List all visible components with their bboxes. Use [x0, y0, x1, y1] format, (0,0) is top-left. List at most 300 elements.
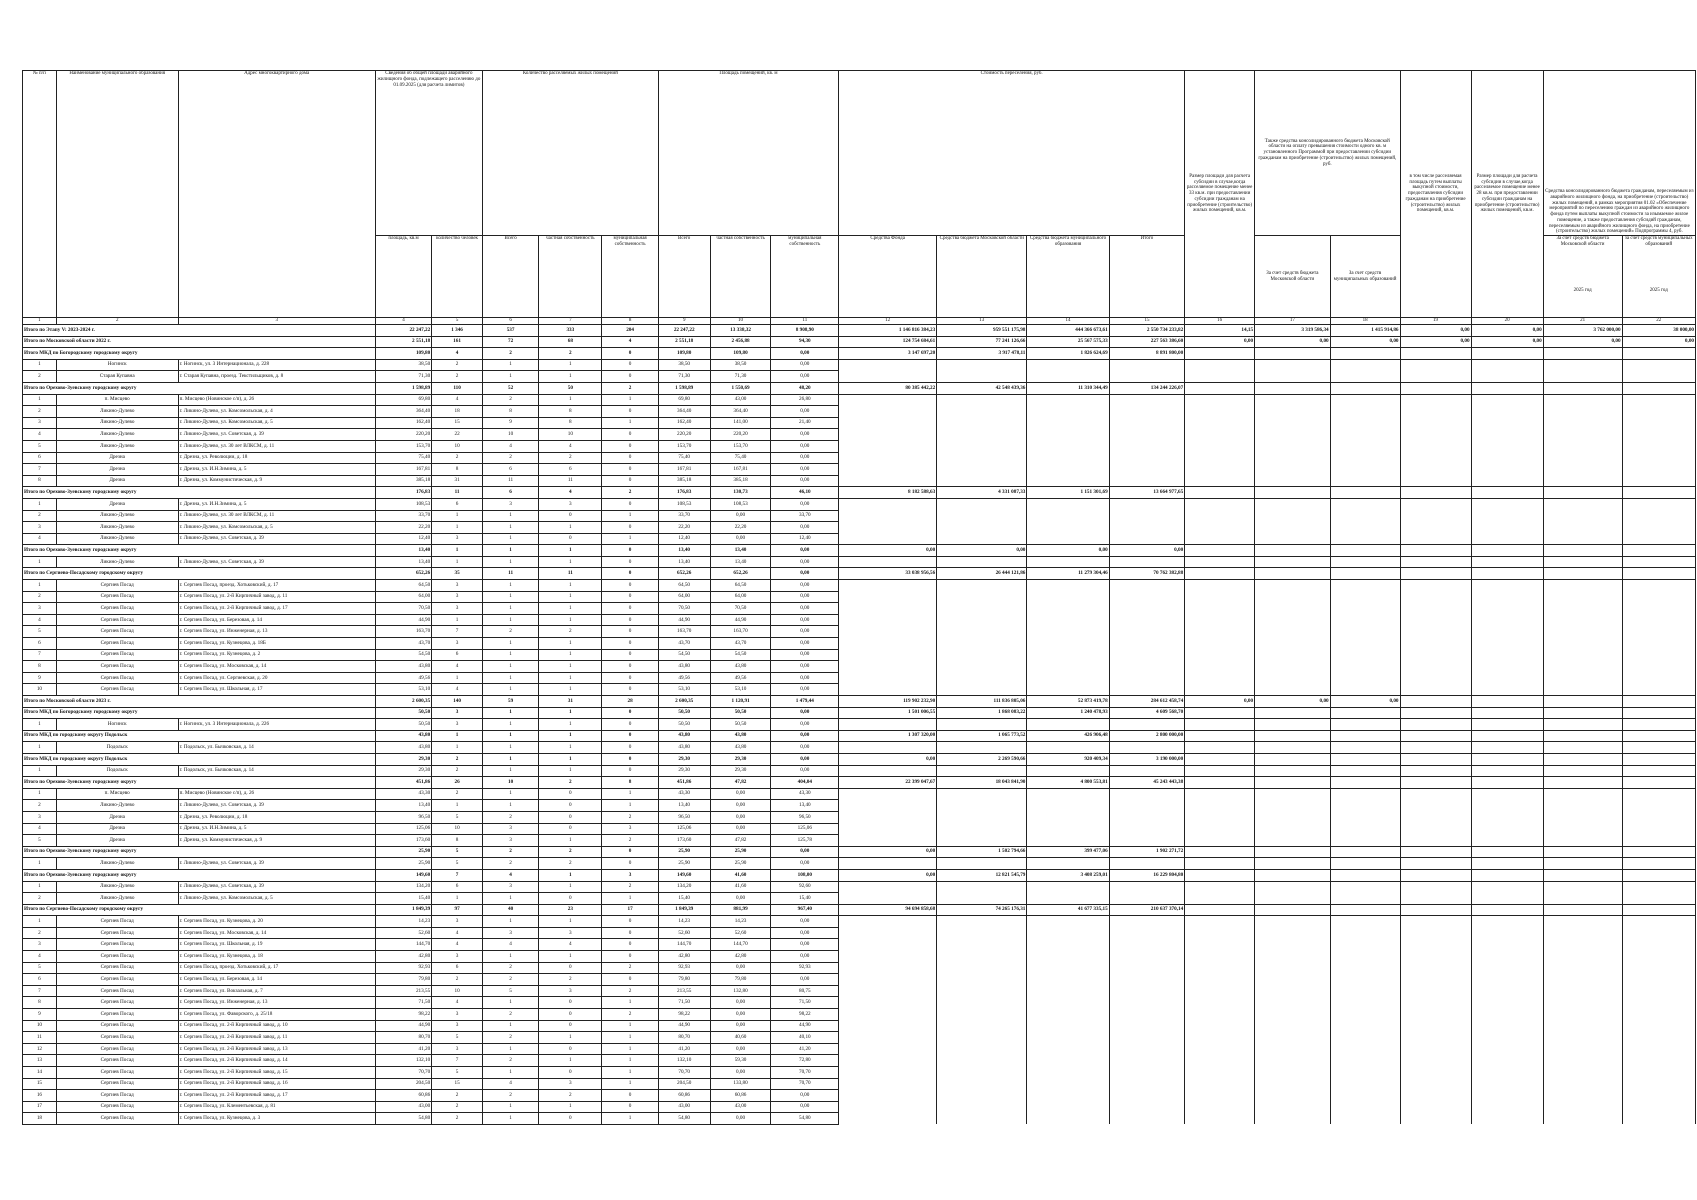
row-number: 4: [23, 533, 57, 545]
cell-empty: [1255, 684, 1331, 696]
cell-value: 0,00: [710, 1113, 771, 1125]
cell-value: 0: [539, 1067, 602, 1079]
cell-empty: [839, 1020, 937, 1032]
cell-value: 43,30: [375, 788, 431, 800]
cell-empty: [1330, 1067, 1400, 1079]
cell-value: 0,00: [771, 672, 839, 684]
cell-empty: [1330, 359, 1400, 371]
cell-empty: [1543, 893, 1622, 905]
cell-empty: [1255, 730, 1331, 742]
cell-empty: [1330, 811, 1400, 823]
cell-value: 0,00: [839, 545, 937, 557]
column-index: 2: [56, 318, 178, 325]
cell-empty: [1543, 580, 1622, 592]
cell-value: 0: [539, 893, 602, 905]
cell-empty: [1330, 730, 1400, 742]
table-row: [23, 626, 1696, 638]
row-number: 2: [23, 406, 57, 418]
cell-value: 11 310 344,49: [1027, 382, 1109, 394]
cell-empty: [1543, 498, 1622, 510]
cell-value: 33,70: [658, 510, 710, 522]
cell-empty: [937, 498, 1027, 510]
cell-empty: [1109, 997, 1185, 1009]
cell-value: 134,20: [375, 881, 431, 893]
cell-empty: [1543, 835, 1622, 847]
cell-value: 0,00: [771, 440, 839, 452]
cell-value: 33,70: [771, 510, 839, 522]
cell-empty: [1622, 440, 1695, 452]
cell-value: 8 182 588,63: [839, 487, 937, 499]
cell-value: 0,00: [1471, 336, 1543, 348]
row-address: г. Ликино-Дулево, ул. Советская, д. 39: [178, 858, 375, 870]
row-number: 6: [23, 638, 57, 650]
cell-value: 80,70: [658, 1032, 710, 1044]
cell-value: 2 551,18: [375, 336, 431, 348]
cell-empty: [937, 765, 1027, 777]
subtotal-label: Итого по Орехово-Зуевскому городскому округу: [23, 382, 376, 394]
cell-empty: [1185, 997, 1255, 1009]
cell-empty: [1027, 440, 1109, 452]
cell-empty: [937, 626, 1027, 638]
subtotal-row: [23, 777, 1696, 789]
row-address: г. Сергиев Посад, ул. 2-й Кирпичный завод, д. 10: [178, 1020, 375, 1032]
cell-value: 153,70: [375, 440, 431, 452]
cell-empty: [937, 1090, 1027, 1102]
cell-empty: [1330, 452, 1400, 464]
cell-value: 52,60: [375, 927, 431, 939]
cell-empty: [1255, 406, 1331, 418]
cell-value: 1: [482, 359, 538, 371]
cell-value: 44,90: [375, 1020, 431, 1032]
cell-empty: [1255, 893, 1331, 905]
cell-value: 134 244 226,07: [1109, 382, 1185, 394]
cell-empty: [1185, 626, 1255, 638]
header-col22-year: 2025 год: [1649, 287, 1668, 293]
table-row: [23, 614, 1696, 626]
cell-value: 53,10: [658, 684, 710, 696]
cell-empty: [839, 464, 937, 476]
row-number: 2: [23, 371, 57, 383]
header-col21: [1543, 236, 1622, 318]
cell-value: 43,80: [375, 661, 431, 673]
cell-value: 25,90: [658, 858, 710, 870]
cell-empty: [1400, 649, 1471, 661]
cell-value: 2 550 734 233,82: [1109, 325, 1185, 337]
cell-empty: [1622, 916, 1695, 928]
cell-empty: [1471, 951, 1543, 963]
cell-empty: [1255, 475, 1331, 487]
cell-value: 1: [539, 765, 602, 777]
cell-value: 1: [539, 869, 602, 881]
cell-empty: [1622, 893, 1695, 905]
column-index: 11: [771, 318, 839, 325]
cell-value: 0,00: [1400, 325, 1471, 337]
cell-value: 1: [482, 510, 538, 522]
cell-value: 1: [539, 730, 602, 742]
table-row: [23, 371, 1696, 383]
cell-empty: [1400, 440, 1471, 452]
row-number: 1: [23, 580, 57, 592]
cell-value: 1: [539, 556, 602, 568]
cell-value: 75,40: [658, 452, 710, 464]
table-row: [23, 1067, 1696, 1079]
cell-empty: [937, 1009, 1027, 1021]
row-municipality: Сергиев Посад: [56, 1101, 178, 1113]
cell-value: 1: [539, 371, 602, 383]
cell-value: 0,00: [710, 1043, 771, 1055]
cell-value: 0: [602, 440, 658, 452]
cell-empty: [1027, 522, 1109, 534]
cell-empty: [1027, 533, 1109, 545]
cell-value: 0: [539, 510, 602, 522]
cell-empty: [937, 1067, 1027, 1079]
table-row: [23, 510, 1696, 522]
cell-empty: [1255, 1078, 1331, 1090]
cell-empty: [1185, 440, 1255, 452]
cell-value: 2: [602, 881, 658, 893]
cell-empty: [1027, 1055, 1109, 1067]
cell-empty: [1622, 1078, 1695, 1090]
cell-empty: [1471, 1032, 1543, 1044]
cell-value: 1 502 794,66: [937, 846, 1027, 858]
cell-value: 80,70: [375, 1032, 431, 1044]
cell-empty: [1027, 985, 1109, 997]
cell-empty: [1330, 1078, 1400, 1090]
cell-empty: [1471, 440, 1543, 452]
row-municipality: Ликино-Дулево: [56, 417, 178, 429]
cell-empty: [1255, 487, 1331, 499]
cell-value: 0,00: [1622, 336, 1695, 348]
cell-value: 652,26: [658, 568, 710, 580]
table-row: [23, 533, 1696, 545]
row-number: 11: [23, 1032, 57, 1044]
cell-empty: [1185, 522, 1255, 534]
cell-value: 3: [432, 1009, 483, 1021]
cell-value: 1: [602, 800, 658, 812]
cell-empty: [1471, 522, 1543, 534]
cell-value: 3: [432, 1020, 483, 1032]
cell-empty: [1471, 638, 1543, 650]
cell-value: 4: [432, 997, 483, 1009]
cell-empty: [1185, 429, 1255, 441]
cell-empty: [1622, 719, 1695, 731]
cell-value: 204,50: [375, 1078, 431, 1090]
cell-empty: [1027, 858, 1109, 870]
cell-value: 38,50: [658, 359, 710, 371]
cell-empty: [1622, 672, 1695, 684]
cell-value: 70,70: [375, 1067, 431, 1079]
cell-empty: [1255, 1055, 1331, 1067]
cell-empty: [1471, 417, 1543, 429]
cell-value: 130,73: [710, 487, 771, 499]
cell-empty: [1543, 556, 1622, 568]
cell-value: 0,00: [771, 765, 839, 777]
row-address: г. Сергиев Посад, проезд. Хотьковский, д. 17: [178, 580, 375, 592]
cell-value: 42 548 439,36: [937, 382, 1027, 394]
cell-value: 0: [602, 916, 658, 928]
cell-empty: [937, 1055, 1027, 1067]
cell-value: 133,80: [710, 1078, 771, 1090]
cell-value: 0,00: [771, 730, 839, 742]
cell-value: 1 902 271,72: [1109, 846, 1185, 858]
cell-empty: [839, 417, 937, 429]
cell-value: 3: [482, 927, 538, 939]
cell-value: 17: [602, 904, 658, 916]
cell-value: 98,22: [658, 1009, 710, 1021]
cell-empty: [1400, 464, 1471, 476]
cell-value: 40: [482, 904, 538, 916]
table-row: [23, 475, 1696, 487]
cell-empty: [1185, 985, 1255, 997]
cell-value: 0,00: [771, 858, 839, 870]
column-index: 5: [432, 318, 483, 325]
cell-value: 3: [602, 869, 658, 881]
cell-value: 0: [539, 1043, 602, 1055]
cell-empty: [1471, 823, 1543, 835]
cell-empty: [1027, 591, 1109, 603]
cell-empty: [839, 1055, 937, 1067]
cell-empty: [1400, 580, 1471, 592]
cell-empty: [1255, 846, 1331, 858]
cell-empty: [1185, 1101, 1255, 1113]
cell-value: 132,80: [710, 985, 771, 997]
cell-empty: [1543, 997, 1622, 1009]
table-row: [23, 985, 1696, 997]
cell-value: 54,80: [658, 1113, 710, 1125]
cell-empty: [1622, 927, 1695, 939]
cell-empty: [937, 1078, 1027, 1090]
row-address: г. Подольск, ул. Бычковская, д. 14: [178, 742, 375, 754]
cell-empty: [1255, 429, 1331, 441]
cell-empty: [1255, 533, 1331, 545]
cell-empty: [1255, 881, 1331, 893]
cell-empty: [1622, 591, 1695, 603]
cell-empty: [1400, 684, 1471, 696]
cell-empty: [937, 638, 1027, 650]
cell-value: 70 762 382,88: [1109, 568, 1185, 580]
cell-empty: [1471, 927, 1543, 939]
cell-empty: [1255, 1101, 1331, 1113]
row-municipality: Сергиев Посад: [56, 684, 178, 696]
cell-value: 22,20: [710, 522, 771, 534]
cell-value: 1: [602, 1032, 658, 1044]
cell-value: 41 677 335,15: [1027, 904, 1109, 916]
cell-empty: [1255, 927, 1331, 939]
cell-value: 1: [602, 893, 658, 905]
cell-value: 54,50: [375, 649, 431, 661]
cell-empty: [1622, 939, 1695, 951]
cell-empty: [1027, 916, 1109, 928]
cell-value: 0,00: [771, 846, 839, 858]
cell-empty: [1255, 464, 1331, 476]
row-number: 1: [23, 788, 57, 800]
cell-empty: [1400, 696, 1471, 708]
cell-empty: [1330, 1101, 1400, 1113]
header-municipality: Наименование муниципального образования: [56, 71, 178, 318]
cell-value: 0,00: [710, 962, 771, 974]
cell-empty: [1471, 858, 1543, 870]
row-number: 2: [23, 510, 57, 522]
table-row: [23, 649, 1696, 661]
cell-value: 38,50: [710, 359, 771, 371]
cell-value: 0,00: [839, 846, 937, 858]
cell-empty: [1109, 661, 1185, 673]
cell-value: 161: [432, 336, 483, 348]
cell-empty: [1543, 1055, 1622, 1067]
cell-empty: [1185, 614, 1255, 626]
cell-empty: [1027, 603, 1109, 615]
subtotal-label: Итого по Орехово-Зуевскому городскому округу: [23, 846, 376, 858]
cell-empty: [1622, 730, 1695, 742]
cell-empty: [1471, 881, 1543, 893]
cell-value: 1 868 083,22: [937, 707, 1027, 719]
cell-empty: [1400, 904, 1471, 916]
cell-value: 70,50: [710, 603, 771, 615]
cell-value: 153,70: [658, 440, 710, 452]
cell-empty: [1471, 464, 1543, 476]
cell-value: 134,20: [658, 881, 710, 893]
table-row: [23, 394, 1696, 406]
cell-value: 10: [432, 440, 483, 452]
cell-empty: [1471, 359, 1543, 371]
table-row: [23, 742, 1696, 754]
row-number: 5: [23, 626, 57, 638]
cell-value: 3: [432, 707, 483, 719]
cell-empty: [1543, 475, 1622, 487]
cell-value: 0,00: [771, 522, 839, 534]
cell-value: 4: [482, 869, 538, 881]
cell-empty: [1027, 893, 1109, 905]
cell-empty: [1027, 626, 1109, 638]
cell-empty: [1255, 939, 1331, 951]
row-address: г. Сергиев Посад, ул. Фаворского, д. 25/18: [178, 1009, 375, 1021]
cell-empty: [1109, 580, 1185, 592]
table-row: [23, 1032, 1696, 1044]
cell-empty: [1543, 753, 1622, 765]
cell-empty: [1622, 556, 1695, 568]
row-municipality: Ликино-Дулево: [56, 800, 178, 812]
cell-value: 8: [602, 777, 658, 789]
cell-empty: [1622, 742, 1695, 754]
row-address: г. Сергиев Посад, ул. 2-й Кирпичный завод, д. 11: [178, 591, 375, 603]
row-address: г. Сергиев Посад, ул. Сергиевская, д. 20: [178, 672, 375, 684]
cell-value: 3: [482, 823, 538, 835]
cell-empty: [1109, 974, 1185, 986]
cell-value: 71,30: [375, 371, 431, 383]
cell-empty: [1185, 951, 1255, 963]
cell-value: 0,00: [771, 927, 839, 939]
cell-value: 31: [539, 696, 602, 708]
cell-value: 0: [539, 997, 602, 1009]
cell-value: 1 598,89: [375, 382, 431, 394]
row-municipality: Дрезна: [56, 452, 178, 464]
cell-empty: [937, 649, 1027, 661]
cell-empty: [839, 1009, 937, 1021]
cell-value: 364,40: [658, 406, 710, 418]
cell-empty: [1027, 1113, 1109, 1125]
cell-empty: [1543, 1101, 1622, 1113]
cell-empty: [1255, 707, 1331, 719]
row-address: г. Сергиев Посад, ул. Кузнецова, д. 2: [178, 649, 375, 661]
cell-value: 176,83: [658, 487, 710, 499]
cell-value: 71,30: [710, 371, 771, 383]
cell-value: 77 241 126,66: [937, 336, 1027, 348]
cell-empty: [1027, 649, 1109, 661]
cell-empty: [1622, 545, 1695, 557]
cell-empty: [1330, 985, 1400, 997]
cell-value: 0: [602, 348, 658, 360]
cell-empty: [1543, 696, 1622, 708]
cell-empty: [1543, 1113, 1622, 1125]
cell-empty: [1185, 510, 1255, 522]
cell-empty: [1543, 603, 1622, 615]
cell-empty: [937, 429, 1027, 441]
cell-value: 1: [539, 614, 602, 626]
cell-empty: [1543, 1078, 1622, 1090]
cell-empty: [1622, 800, 1695, 812]
cell-empty: [1109, 881, 1185, 893]
cell-value: 1: [482, 661, 538, 673]
cell-value: 1: [432, 614, 483, 626]
cell-value: 1: [482, 1020, 538, 1032]
cell-empty: [1185, 707, 1255, 719]
cell-value: 92,93: [375, 962, 431, 974]
row-municipality: Сергиев Посад: [56, 927, 178, 939]
cell-empty: [1543, 730, 1622, 742]
cell-empty: [1109, 835, 1185, 847]
cell-value: 1 307 320,00: [839, 730, 937, 742]
cell-value: 1 065 773,52: [937, 730, 1027, 742]
cell-value: 109,80: [710, 348, 771, 360]
cell-empty: [1400, 452, 1471, 464]
row-number: 6: [23, 452, 57, 464]
cell-value: 0,00: [771, 638, 839, 650]
row-address: г. Дрезна, ул. И.Н.Зимина, д. 5: [178, 464, 375, 476]
cell-empty: [1400, 1020, 1471, 1032]
cell-value: 881,99: [710, 904, 771, 916]
table-row: [23, 638, 1696, 650]
cell-empty: [1255, 382, 1331, 394]
cell-empty: [1400, 417, 1471, 429]
cell-value: 2: [432, 1090, 483, 1102]
cell-empty: [1400, 638, 1471, 650]
cell-value: 10: [432, 823, 483, 835]
cell-empty: [1543, 823, 1622, 835]
cell-value: 43,80: [375, 742, 431, 754]
cell-empty: [839, 916, 937, 928]
row-municipality: Сергиев Посад: [56, 1055, 178, 1067]
cell-empty: [1400, 568, 1471, 580]
cell-empty: [1543, 707, 1622, 719]
cell-value: 10: [539, 429, 602, 441]
cell-value: 1: [482, 730, 538, 742]
cell-empty: [1330, 429, 1400, 441]
cell-empty: [1185, 649, 1255, 661]
cell-empty: [1400, 869, 1471, 881]
cell-value: 22 247,22: [658, 325, 710, 337]
cell-value: 1: [539, 684, 602, 696]
cell-empty: [1330, 904, 1400, 916]
subtotal-row: [23, 753, 1696, 765]
cell-empty: [1109, 406, 1185, 418]
column-index: 3: [178, 318, 375, 325]
subtotal-row: [23, 545, 1696, 557]
column-index: 13: [937, 318, 1027, 325]
cell-value: 98,22: [771, 1009, 839, 1021]
cell-value: 8: [432, 835, 483, 847]
table-row: [23, 939, 1696, 951]
cell-empty: [1255, 440, 1331, 452]
